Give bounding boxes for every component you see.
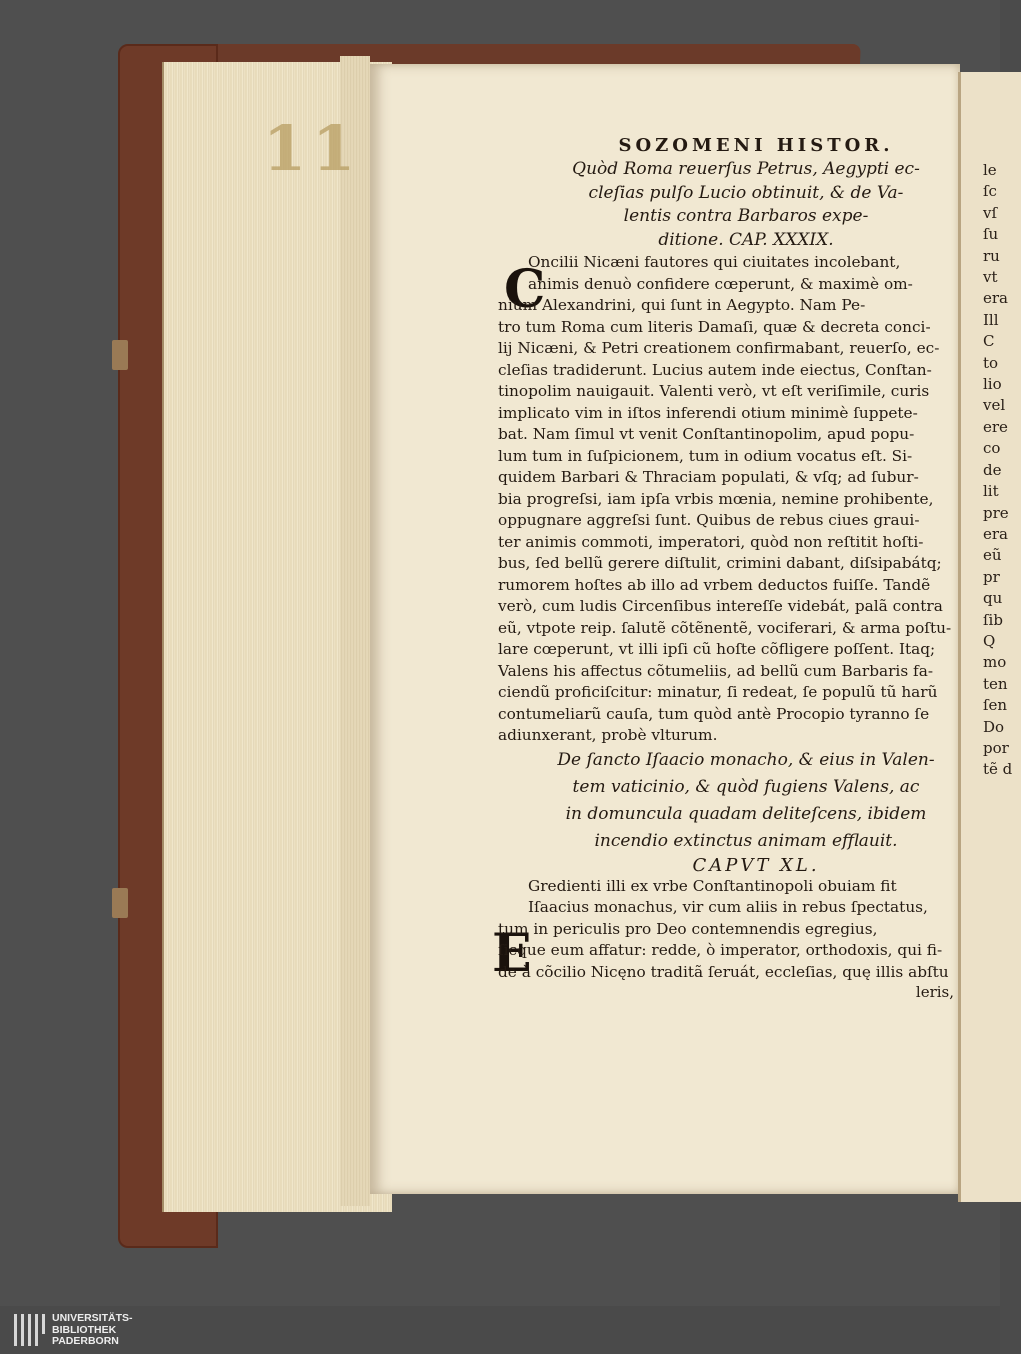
footer-bar bbox=[0, 1306, 1000, 1354]
text-line: Iſaacius monachus, vir cum aliis in rebus ſpectatus, bbox=[528, 898, 928, 916]
recto-fragment: Q bbox=[983, 631, 996, 650]
recto-fragment: mo bbox=[983, 653, 1007, 672]
chapter-39-title bbox=[538, 158, 954, 252]
chapter-40-body bbox=[498, 876, 954, 984]
library-logo-icon bbox=[14, 1314, 44, 1346]
recto-fragment: ſib bbox=[983, 610, 1003, 629]
library-name bbox=[52, 1313, 133, 1348]
text-line: Gredienti illi ex vrbe Conſtantinopoli obuiam fit bbox=[528, 876, 897, 895]
title-line: lentis contra Barbaros expe- bbox=[623, 206, 869, 226]
text-line: adiunxerant, probè vlturum. bbox=[498, 726, 718, 744]
recto-fragment: ſu bbox=[983, 225, 999, 244]
text-line: animis denuò confidere cœperunt, & maximè om- bbox=[528, 274, 913, 293]
chapter-40-heading: CAPVT XL. bbox=[692, 854, 820, 876]
text-line: bus, ſed bellũ gerere diſtulit, crimini dabant, diſsipabátq; bbox=[498, 554, 942, 572]
clasp-hinge-icon bbox=[112, 888, 128, 918]
text-line: Valens his affectus cõtumeliis, ad bellũ cum Barbaris fa- bbox=[498, 661, 933, 680]
title-line: in domuncula quadam deliteſcens, ibidem bbox=[565, 803, 927, 824]
text-line: verò, cum ludis Circenſibus intereſſe videbát, palã contra bbox=[498, 597, 943, 615]
text-line: de à cõcilio Nicęno traditã ſeruát, eccleſias, quę illis abſtu bbox=[498, 962, 949, 981]
page-block-edge-inner bbox=[340, 56, 370, 1206]
text-line: quidem Barbari & Thraciam populati, & vſq; ad ſubur- bbox=[498, 468, 919, 486]
catchword: leris, bbox=[915, 983, 954, 1001]
title-line: cleſias pulſo Lucio obtinuit, & de Va- bbox=[588, 182, 904, 203]
page-edge-number-mark: 11 bbox=[263, 112, 362, 185]
recto-fragment: ſc bbox=[983, 182, 997, 201]
title-line: ditione. CAP. XXXIX. bbox=[658, 229, 834, 250]
chapter-39-body bbox=[498, 252, 954, 747]
title-line: Quòd Roma reuerſus Petrus, Aegypti ec- bbox=[572, 159, 920, 179]
recto-fragment: ten bbox=[983, 674, 1008, 693]
text-line: ſicque eum affatur: redde, ò imperator, orthodoxis, qui fi- bbox=[498, 941, 943, 959]
text-line: tum in periculis pro Deo contemnendis egregius, bbox=[498, 919, 878, 938]
text-line: tro tum Roma cum literis Damaſi, quæ & decreta conci- bbox=[498, 317, 931, 336]
title-line: tem vaticinio, & quòd fugiens Valens, ac bbox=[572, 776, 920, 797]
recto-fragment: co bbox=[983, 439, 1001, 458]
drop-cap-c: C bbox=[504, 259, 546, 320]
library-name-line: PADERBORN bbox=[52, 1335, 119, 1347]
running-head: SOZOMENI HISTOR. bbox=[618, 135, 894, 156]
text-line: tinopolim nauigauit. Valenti verò, vt eſt veriſimile, curis bbox=[498, 382, 930, 400]
text-line: ciendũ proficiſcitur: minatur, ſi redeat, ſe populũ tũ harũ bbox=[498, 683, 938, 701]
text-line: contumeliarũ cauſa, tum quòd antè Procopio tyranno ſe bbox=[498, 704, 930, 723]
recto-fragment: de bbox=[983, 460, 1002, 479]
recto-fragment: le bbox=[983, 161, 997, 179]
page-text bbox=[498, 135, 954, 1001]
chapter-40-title bbox=[538, 747, 954, 855]
text-line: lij Nicæni, & Petri creationem confirmabant, reuerſo, ec- bbox=[498, 339, 940, 357]
text-line: cleſias tradiderunt. Lucius autem inde eiectus, Conſtan- bbox=[498, 360, 932, 379]
text-line: ter animis commoti, imperatori, quòd non reſtitit hoſti- bbox=[498, 532, 924, 551]
text-line: Oncilii Nicæni fautores qui ciuitates incolebant, bbox=[528, 253, 901, 271]
text-line: bat. Nam ſimul vt venit Conſtantinopolim, apud popu- bbox=[498, 425, 915, 443]
recto-fragment: por bbox=[983, 738, 1009, 757]
recto-fragment: lit bbox=[983, 482, 999, 501]
recto-fragment: C bbox=[983, 332, 995, 351]
library-name-line: UNIVERSITÄTS- bbox=[52, 1312, 133, 1324]
text-line: rumorem hoſtes ab illo ad vrbem deductos fuiſſe. Tandẽ bbox=[498, 575, 931, 594]
recto-fragment: ere bbox=[983, 417, 1008, 436]
recto-fragment: vt bbox=[983, 268, 998, 287]
text-line: eũ, vtpote reip. ſalutẽ cõtẽnentẽ, vociferari, & arma poſtu- bbox=[498, 618, 952, 637]
text-line: bia progreſsi, iam ipſa vrbis mœnia, nemine prohibente, bbox=[498, 489, 934, 508]
recto-fragment: era bbox=[983, 524, 1008, 543]
title-line: De ſancto Iſaacio monacho, & eius in Valen- bbox=[557, 749, 935, 770]
recto-fragment: qu bbox=[983, 589, 1003, 608]
recto-fragment: to bbox=[983, 353, 999, 372]
recto-fragment: lio bbox=[983, 375, 1002, 394]
recto-text-fragments bbox=[983, 160, 1013, 781]
recto-fragment: pre bbox=[983, 503, 1009, 522]
text-line: oppugnare aggreſsi ſunt. Quibus de rebus ciues graui- bbox=[498, 511, 920, 529]
recto-fragment: ſen bbox=[983, 696, 1008, 715]
recto-fragment: Do bbox=[983, 717, 1005, 736]
library-name-line: BIBLIOTHEK bbox=[52, 1323, 117, 1336]
recto-fragment: era bbox=[983, 289, 1008, 308]
recto-fragment: ru bbox=[983, 246, 1000, 265]
recto-fragment: pr bbox=[983, 567, 1000, 586]
recto-fragment: tẽ d bbox=[983, 760, 1013, 779]
drop-cap-e: E bbox=[492, 923, 532, 984]
clasp-hinge-icon bbox=[112, 340, 128, 370]
recto-fragment: vſ bbox=[983, 203, 998, 222]
recto-fragment: vel bbox=[983, 396, 1006, 415]
title-line: incendio extinctus animam efflauit. bbox=[594, 830, 898, 851]
text-line: nium Alexandrini, qui ſunt in Aegypto. Nam Pe- bbox=[498, 296, 866, 314]
text-line: implicato vim in iſtos inferendi otium minimè ſuppete- bbox=[498, 403, 918, 422]
text-line: lum tum in ſuſpicionem, tum in odium vocatus eſt. Si- bbox=[498, 446, 913, 465]
recto-fragment: Ill bbox=[983, 310, 999, 329]
text-line: lare cœperunt, vt illi ipſi cũ hoſte cõfligere poſſent. Itaq; bbox=[498, 640, 936, 658]
recto-fragment: eũ bbox=[983, 546, 1002, 565]
